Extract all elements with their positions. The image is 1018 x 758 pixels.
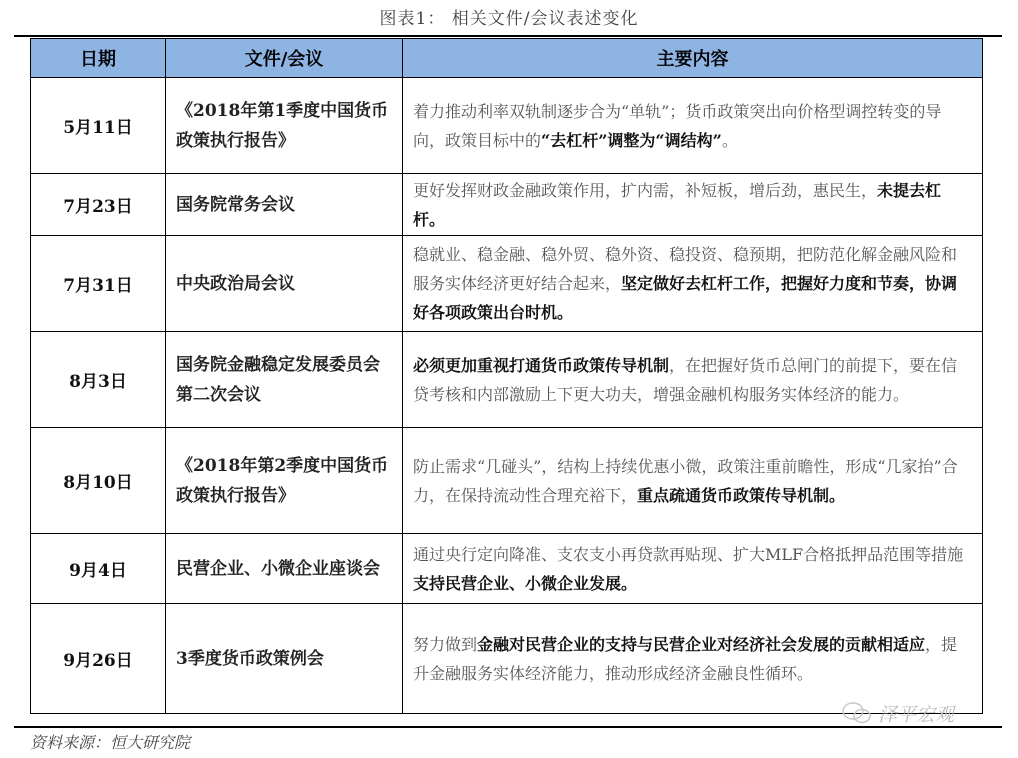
table-row	[31, 534, 983, 604]
row-content	[403, 236, 983, 332]
row-date: 7月31日	[31, 236, 166, 332]
header-document: 文件/会议	[166, 39, 403, 78]
content-text: 。	[721, 130, 738, 150]
content-emphasis: 未提去杠杆。	[413, 180, 942, 229]
row-content	[403, 174, 983, 236]
row-document: 国务院常务会议	[166, 174, 403, 236]
table-header-row	[31, 39, 983, 78]
content-emphasis: “去杠杆”调整为“调结构”	[541, 130, 722, 150]
content-text: 更好发挥财政金融政策作用，扩内需，补短板，增后劲，惠民生，	[413, 180, 878, 200]
row-content	[403, 534, 983, 604]
row-date: 5月11日	[31, 78, 166, 174]
watermark-text: 泽平宏观	[878, 703, 955, 726]
content-emphasis: 金融对民营企业的支持与民营企业对经济社会发展的贡献相适应	[477, 634, 926, 654]
row-content	[403, 604, 983, 714]
row-content	[403, 332, 983, 428]
bottom-rule	[14, 726, 1002, 728]
source-note: 资料来源：恒大研究院	[30, 733, 191, 752]
table-row	[31, 174, 983, 236]
row-date: 9月26日	[31, 604, 166, 714]
table-row	[31, 236, 983, 332]
content-text: ，在把握好货币总闸门的前提下，要在信贷考核和内部激励上下更大功夫，增强金融机构服务实体经济的能力。	[413, 355, 958, 404]
row-content	[403, 78, 983, 174]
content-text: 着力推动利率双轨制逐步合为“单轨”；货币政策突出向价格型调控转变的导向，政策目标中的	[413, 101, 942, 150]
header-content: 主要内容	[403, 39, 983, 78]
content-text: 防止需求“几碰头”，结构上持续优惠小微，政策注重前瞻性，形成“几家抬”合力，在保持流动性合理充裕下，	[413, 456, 958, 505]
row-document: 3季度货币政策例会	[166, 604, 403, 714]
row-document: 民营企业、小微企业座谈会	[166, 534, 403, 604]
row-date: 9月4日	[31, 534, 166, 604]
content-emphasis: 重点疏通货币政策传导机制。	[637, 485, 846, 505]
table-row	[31, 332, 983, 428]
table-row	[31, 428, 983, 534]
row-document: 《2018年第1季度中国货币政策执行报告》	[166, 78, 403, 174]
row-document: 国务院金融稳定发展委员会第二次会议	[166, 332, 403, 428]
row-document: 中央政治局会议	[166, 236, 403, 332]
policy-table	[30, 38, 983, 714]
content-text: 努力做到	[413, 634, 478, 654]
row-date: 8月10日	[31, 428, 166, 534]
watermark	[842, 700, 1002, 726]
content-text: 通过央行定向降准、支农支小再贷款再贴现、扩大MLF合格抵押品范围等措施	[413, 544, 964, 564]
content-text: 稳就业、稳金融、稳外贸、稳外资、稳投资、稳预期，把防范化解金融风险和服务实体经济更好结合起来，	[413, 245, 958, 293]
row-content	[403, 428, 983, 534]
content-text: ，提升金融服务实体经济能力，推动形成经济金融良性循环。	[413, 634, 958, 683]
row-date: 8月3日	[31, 332, 166, 428]
row-date: 7月23日	[31, 174, 166, 236]
table-row	[31, 604, 983, 714]
top-rule	[14, 35, 1002, 37]
header-date: 日期	[31, 39, 166, 78]
content-emphasis: 坚定做好去杠杆工作，把握好力度和节奏，协调好各项政策出台时机。	[413, 274, 958, 322]
content-emphasis: 必须更加重视打通货币政策传导机制	[413, 355, 670, 375]
wechat-icon	[842, 702, 872, 724]
row-document: 《2018年第2季度中国货币政策执行报告》	[166, 428, 403, 534]
table-row	[31, 78, 983, 174]
figure-caption: 图表1： 相关文件/会议表述变化	[379, 9, 639, 29]
content-emphasis: 支持民营企业、小微企业发展。	[413, 573, 638, 593]
